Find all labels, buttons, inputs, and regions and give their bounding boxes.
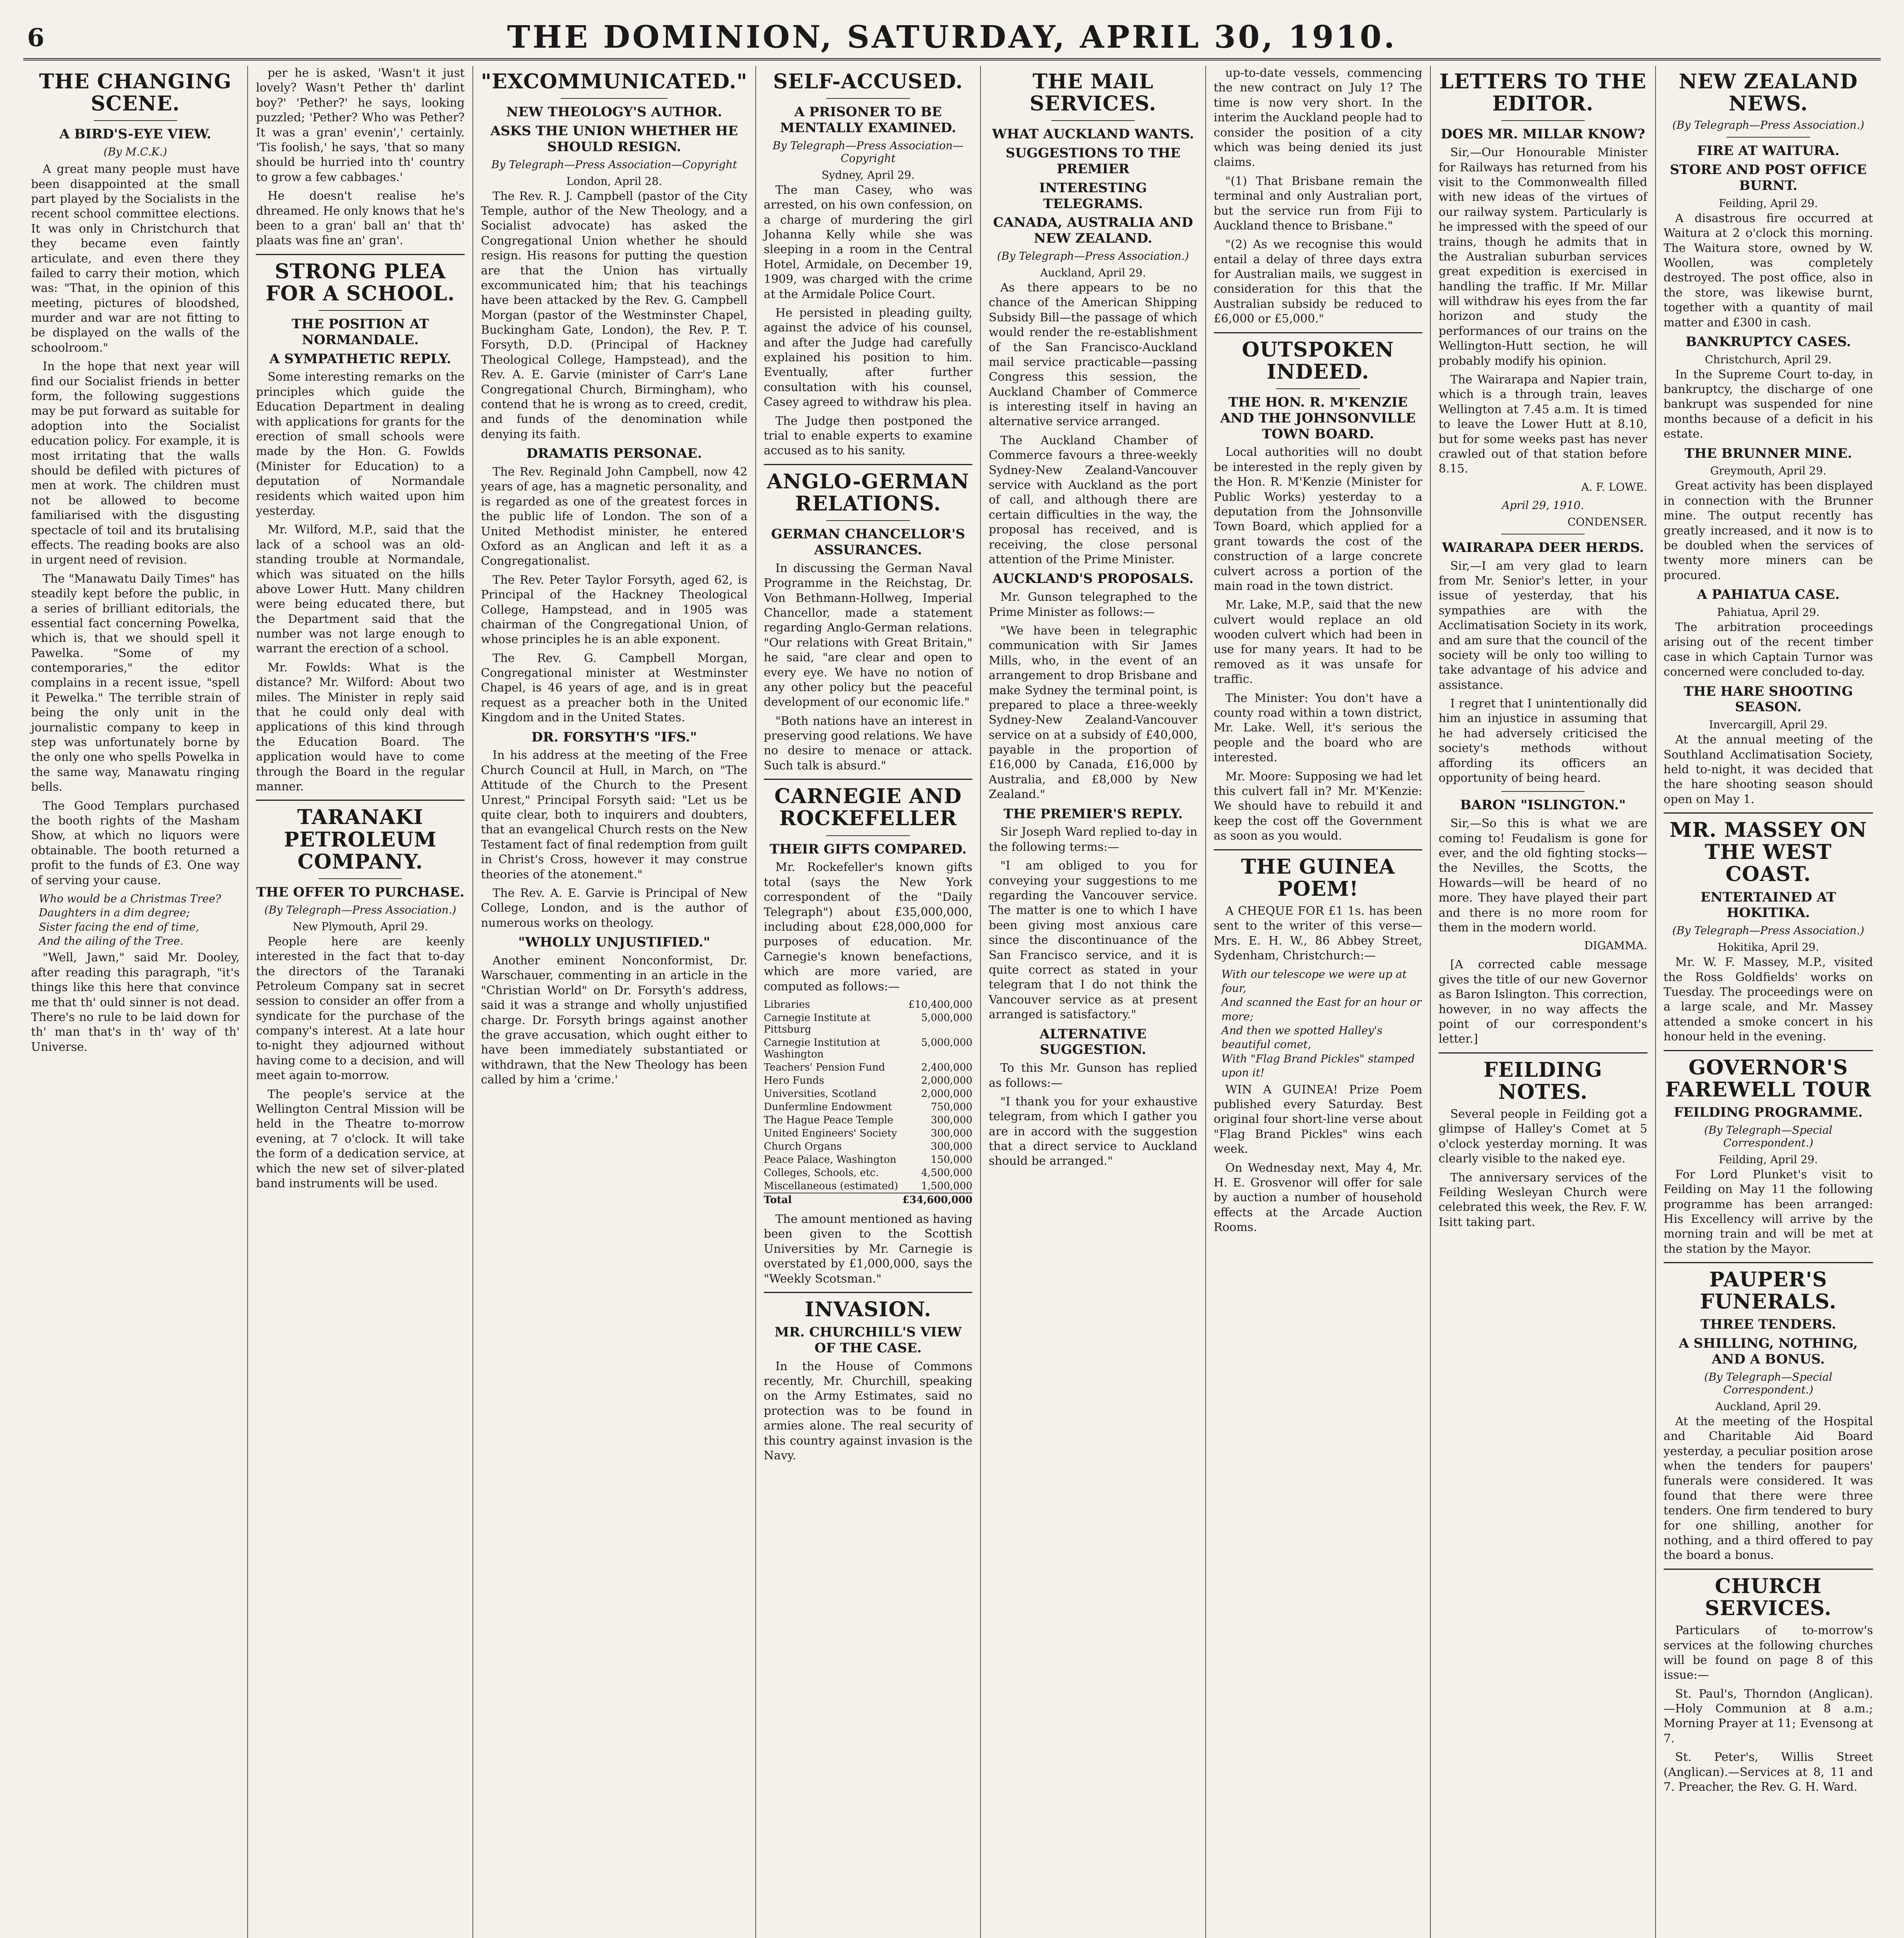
paragraph: In his address at the meeting of the Free Church Council at Hull, in March, on "The Attitude of the Church to the Present Unrest," Principal Forsyth said: "Let us be quite clear, both to inquirers and doubters, that an evangelical Church rests on the New Testament fact of final redemption from guilt in Christ's Cross, however it may construe theories of the atonement." — [481, 748, 748, 881]
article-subhead: A PRISONER TO BE MENTALLY EXAMINED. — [780, 104, 956, 136]
paragraph: Local authorities will no doubt be interested in the reply given by the Hon. R. M'Kenzie (Minister for Public Works) yesterday to a deputation from the Johnsonville Town Board, which applied for a grant towards the cost of the construction of a large concrete culvert across a portion of the main road in the town district. — [1213, 445, 1423, 593]
article-subhead: WAIRARAPA DEER HERDS. — [1442, 540, 1644, 555]
paragraph: Sir,—Our Honourable Minister for Railways has returned from his visit to the Commonwealth filled with new ideas of the virtues of our railway system. Particularly is he impressed with the speed of our trains, though he admits that in the Australian suburban services great expedition is exercised in handling the traffic. If Mr. Millar will withdraw his eyes from the far horizon and study the performances of our trains on the Wellington-Hutt section, he will probably modify his opinion. — [1439, 146, 1647, 368]
table-cell-value: 150,000 — [930, 1153, 973, 1166]
article-subhead: INTERESTING TELEGRAMS. — [1039, 180, 1147, 212]
table-cell-value: 2,000,000 — [921, 1074, 973, 1086]
dateline: Feilding, April 29. — [1718, 197, 1818, 210]
article-headline: CARNEGIE AND ROCKEFELLER — [774, 785, 962, 831]
table-row — [764, 1100, 972, 1114]
paragraph: Particulars of to-morrow's services at the following churches will be found on page 8 of this issue:— — [1663, 1624, 1873, 1682]
article-subhead: THE BRUNNER MINE. — [1684, 445, 1852, 461]
verse: With our telescope we were up at four, And scanned the East for an hour or more; And then we spotted Halley's beautiful comet, With "Flag Brand Pickles" stamped upon it! — [1221, 967, 1422, 1079]
paragraph: St. Peter's, Willis Street (Anglican).—Services at 8, 11 and 7. Preacher, the Rev. G. H. Ward. — [1663, 1750, 1873, 1794]
paragraph: On Wednesday next, May 4, Mr. H. E. Grosvenor will offer for sale by auction a number of household effects at the Arcade Auction Rooms. — [1213, 1161, 1423, 1235]
table-row — [764, 1153, 972, 1166]
table-row — [764, 1140, 972, 1153]
table-row — [764, 1036, 972, 1061]
article-subhead: WHAT AUCKLAND WANTS. — [992, 126, 1194, 142]
paragraph: He doesn't realise he's dhreamed. He only knows that he's been to a gran' ball an' that th' plaats was fine an' gran'. — [256, 189, 465, 248]
article-headline: TARANAKI PETROLEUM COMPANY. — [284, 805, 437, 874]
article-subhead: FEILDING PROGRAMME. — [1674, 1104, 1863, 1120]
dateline: Auckland, April 29. — [1715, 1400, 1821, 1413]
paragraph: Mr. Fowlds: What is the distance? Mr. Wilford: About two miles. The Minister in reply said that he could only deal with applications of this kind through the Education Board. The application would have to come through the Board in the regular manner. — [256, 660, 465, 793]
table-cell-label: Colleges, Schools, etc. — [763, 1167, 879, 1179]
article-subhead: "WHOLLY UNJUSTIFIED." — [518, 935, 710, 950]
paragraph: The Rev. G. Campbell Morgan, Congregational minister at Westminster Chapel, is 46 years of age, and is in great request as a preacher both in the United Kingdom and in the United States. — [481, 651, 748, 725]
paragraph: The Minister: You don't have a county road within a town district, Mr. Lake. Well, it's serious the people and the board who are interested. — [1213, 691, 1423, 765]
paragraph: To this Mr. Gunson has replied as follows:— — [989, 1061, 1198, 1090]
verse: Who would be a Christmas Tree? Daughters in a dim degree; Sister facing the end of time, And the ailing of the Tree. — [39, 892, 221, 948]
paragraph: A disastrous fire occurred at Waitura at 2 o'clock this morning. The Waitura store, owned by W. Woollen, was completely destroyed. The post office, also in the store, was likewise burnt, together with a quantity of mail matter and £300 in cash. — [1663, 211, 1873, 329]
byline: By Telegraph—Press Association—Copyright — [491, 158, 737, 171]
article-subhead: AUCKLAND'S PROPOSALS. — [992, 571, 1194, 587]
table-cell-value: £34,600,000 — [902, 1193, 972, 1207]
table-cell-value: 750,000 — [930, 1101, 973, 1113]
article-headline: CHURCH SERVICES. — [1705, 1574, 1832, 1620]
article-headline: LETTERS TO THE EDITOR. — [1439, 70, 1647, 116]
column-2 — [248, 66, 473, 1938]
paragraph: The Judge then postponed the trial to enable experts to examine accused as to his sanity. — [763, 414, 973, 458]
article-headline: FEILDING NOTES. — [1483, 1058, 1602, 1104]
paragraph: Mr. Lake, M.P., said that the new culvert would replace an old wooden culvert which had been in use for many years. It had to be removed as it was unsafe for traffic. — [1213, 598, 1423, 686]
article-headline: ANGLO-GERMAN RELATIONS. — [767, 469, 970, 516]
paragraph: "Both nations have an interest in preserving good relations. We have no desire to menace or attack. Such talk is absurd." — [763, 714, 973, 772]
article-subhead: DRAMATIS PERSONAE. — [526, 446, 702, 462]
column-8 — [1656, 66, 1881, 1938]
article-headline: INVASION. — [805, 1297, 932, 1321]
paragraph: The man Casey, who was arrested, on his own confession, on a charge of murdering the girl Johanna Kelly while she was sleeping in a room in the Central Hotel, Armidale, on December 19, 1909, was charged with the crime at the Armidale Police Court. — [763, 183, 973, 301]
paragraph: "Well, Jawn," said Mr. Dooley, after reading this paragraph, "it's things like this here that convince me that th' ould sinner is not dead. There's no rule to be laid down for th' man that's in th' way of th' Universe. — [31, 951, 240, 1054]
signature: DIGAMMA. — [1584, 939, 1647, 952]
article-headline: PAUPER'S FUNERALS. — [1700, 1268, 1837, 1314]
paragraph: The Auckland Chamber of Commerce favours a three-weekly Sydney-New Zealand-Vancouver service with Auckland as the port of call, and although there are certain difficulties in the way, the proposal has received, and is receiving, the close personal attention of the Prime Minister. — [989, 433, 1198, 566]
paragraph: A great many people must have been disappointed at the small part played by the Socialists in the recent school committee elections. It was only in Christchurch that they became even faintly articulate, and even there they failed to carry their motion, which was: "That, in the opinion of this meeting, pictures of bloodshed, murder and war are not fitting to be displayed on the walls of the schoolroom." — [31, 162, 240, 355]
article-headline: THE CHANGING SCENE. — [39, 70, 232, 116]
dateline: Auckland, April 29. — [1040, 266, 1146, 279]
column-1 — [23, 66, 248, 1938]
article-subhead: THE POSITION AT NORMANDALE. — [291, 316, 429, 348]
article-subhead: ENTERTAINED AT HOKITIKA. — [1700, 889, 1836, 921]
signature: CONDENSER. — [1567, 515, 1647, 528]
table-cell-label: Peace Palace, Washington — [763, 1153, 896, 1166]
column-6 — [1206, 66, 1431, 1938]
table-cell-label: United Engineers' Society — [763, 1127, 897, 1139]
table-cell-label: Total — [764, 1193, 903, 1207]
table-row — [764, 1166, 972, 1179]
article-headline: THE GUINEA POEM! — [1241, 855, 1395, 901]
paragraph: per he is asked, 'Wasn't it just lovely? Wasn't Pether th' darlint boy?' 'Pether?' he says, looking puzzled; 'Pether? Who was Pether? It was a gran' evenin',' certainly. 'Tis foolish,' he says, 'that so many should be hurried into th' country to grow a few cabbages.' — [256, 66, 465, 184]
paragraph: In discussing the German Naval Programme in the Reichstag, Dr. Von Bethmann-Hollweg, Imperial Chancellor, made a statement regarding Anglo-German relations. "Our relations with Great Britain," he said, "are clear and open to every eye. We have no notion of any other policy but the peaceful development of our economic life." — [763, 561, 973, 709]
dateline: London, April 28. — [566, 174, 662, 188]
paragraph: Some interesting remarks on the principles which guide the Education Department in dealing with applications for grants for the erection of small schools were made by the Hon. G. Fowlds (Minister for Education) to a deputation of Normandale residents which waited upon him yesterday. — [256, 370, 465, 518]
paragraph: Mr. Wilford, M.P., said that the lack of a school was an old-standing trouble at Normandale, which was situated on the hills above Lower Hutt. Many children were being educated there, but the Department said that the number was not large enough to warrant the erection of a school. — [256, 523, 465, 656]
paragraph: The Rev. Peter Taylor Forsyth, aged 62, is Principal of the Hackney Theological College, Hampstead, and in 1905 was chairman of the Congregational Union, of whose principles he is an able exponent. — [481, 573, 748, 647]
dateline: Pahiatua, April 29. — [1717, 605, 1820, 619]
table-cell-label: Teachers' Pension Fund — [763, 1061, 885, 1073]
paragraph: The Wairarapa and Napier train, which is a through train, leaves Wellington at 7.45 a.m. It is timed to leave the Lower Hutt at 8.10, but for some weeks past has never crawled out of that station before 8.15. — [1439, 373, 1647, 476]
byline: (By M.C.K.) — [103, 145, 167, 159]
article-headline: THE MAIL SERVICES. — [1029, 70, 1156, 116]
paragraph: The amount mentioned as having been given to the Scottish Universities by Mr. Carnegie is overstated by £1,000,000, says the "Weekly Scotsman." — [763, 1212, 973, 1286]
article-subhead: ASKS THE UNION WHETHER HE SHOULD RESIGN. — [490, 123, 738, 155]
paragraph: The Good Templars purchased the booth rights of the Masham Show, at which no liquors were obtainable. The booth returned a profit to the funds of £3. One way of serving your cause. — [31, 799, 240, 887]
table-cell-value: 4,500,000 — [921, 1167, 973, 1179]
table-cell-label: Dunfermline Endowment — [763, 1101, 892, 1113]
table-cell-label: Carnegie Institute at Pittsburg — [763, 1012, 870, 1035]
paragraph: Several people in Feilding got a glimpse of Halley's Comet at 5 o'clock yesterday morning. It was clearly visible to the naked eye. — [1439, 1107, 1647, 1166]
paragraph: For Lord Plunket's visit to Feilding on May 11 the following programme has been arranged: His Excellency will arrive by the morning train and will be met at the station by the Mayor. — [1663, 1167, 1873, 1256]
article-subhead: ALTERNATIVE SUGGESTION. — [1039, 1026, 1147, 1058]
paragraph: In the hope that next year will find our Socialist friends in better form, the following suggestions may be put forward as suitable for adoption into the Socialist education policy. For example, it is most irritating that the walls should be defiled with pictures of men at work. The children must not be allowed to become familiarised with the disgusting spectacle of toil and its brutalising effects. The reading books are also in urgent need of revision. — [31, 360, 240, 567]
paragraph: I regret that I unintentionally did him an injustice in assuming that he had adversely criticised the society's methods without affording its officers an opportunity of being heard. — [1439, 697, 1647, 785]
paragraph: At the annual meeting of the Southland Acclimatisation Society, held to-night, it was decided that the hare shooting season should open on May 1. — [1663, 733, 1873, 806]
paragraph: "I am obliged to you for conveying your suggestions to me regarding the Vancouver service. The matter is one to which I have been giving most anxious care since the discontinuance of the San Francisco service, and it is quite correct as stated in your telegram that I do not think the Vancouver service as at present arranged is satisfactory." — [989, 859, 1198, 1022]
article-subhead: FIRE AT WAITURA. — [1697, 143, 1840, 159]
paragraph: The arbitration proceedings arising out of the recent timber case in which Captain Turnor was concerned were concluded to-day. — [1663, 620, 1873, 679]
editor-note: [A corrected cable message gives the title of our new Governor as Baron Islington. This correction, however, in no way affects the point of our correspondent's letter.] — [1439, 958, 1647, 1046]
table-cell-label: Libraries — [763, 998, 810, 1010]
columns — [23, 66, 1881, 1938]
page-number: 6 — [27, 23, 45, 52]
paragraph: Sir,—I am very glad to learn from Mr. Senior's letter, in your issue of yesterday, that his sympathies are with the Acclimatisation Society in its work, and am sure that the council of the society will be only too willing to take advantage of his advice and assistance. — [1439, 559, 1647, 692]
paragraph: Great activity has been displayed in connection with the Brunner mine. The output recently has greatly increased, and it now is to be doubled when the services of twenty more miners can be procured. — [1663, 479, 1873, 582]
table-cell-value: 300,000 — [930, 1140, 973, 1152]
table-total-row — [764, 1193, 972, 1207]
paragraph: Mr. Gunson telegraphed to the Prime Minister as follows:— — [989, 590, 1198, 619]
signature: A. F. LOWE. — [1581, 480, 1647, 493]
dateline: Invercargill, April 29. — [1709, 718, 1828, 731]
paragraph: The people's service at the Wellington Central Mission will be held in the Theatre to-morrow evening, at 7 o'clock. It will take the form of a dedication service, at which the new set of silver-plated band instruments will be used. — [256, 1087, 465, 1190]
table-row — [764, 1179, 972, 1193]
article-subhead: A SYMPATHETIC REPLY. — [269, 351, 451, 367]
article-headline: GOVERNOR'S FAREWELL TOUR — [1665, 1055, 1871, 1102]
article-subhead: STORE AND POST OFFICE BURNT. — [1670, 162, 1867, 193]
table-row — [764, 1127, 972, 1140]
byline: (By Telegraph—Special Correspondent.) — [1704, 1123, 1833, 1149]
paragraph: Mr. Rockefeller's known gifts total (says the New York correspondent of the "Daily Telegraph") about £35,000,000, including about £28,000,000 for purposes of education. Mr. Carnegie's known benefactions, which are more varied, are computed as follows:— — [763, 860, 973, 993]
table-cell-label: The Hague Peace Temple — [763, 1114, 893, 1126]
dateline: Greymouth, April 29. — [1710, 464, 1826, 478]
paragraph: "I thank you for your exhaustive telegram, from which I gather you are in accord with the suggestion that a direct service to Auckland should be arranged." — [989, 1095, 1198, 1168]
paragraph: "(2) As we recognise this would entail a delay of three days extra for Australian mails, we suggest in consideration for this that the Australian subsidy be reduced to £6,000 or £5,000." — [1213, 238, 1423, 326]
table-cell-value: 5,000,000 — [921, 1036, 973, 1048]
paragraph: People here are keenly interested in the fact that to-day the directors of the Taranaki Petroleum Company sat in secret session to consider an offer from a syndicate for the purchase of the company's interest. At a late hour to-night they adjourned without having come to a decision, and will meet again to-morrow. — [256, 935, 465, 1083]
paragraph: "We have been in telegraphic communication with Sir James Mills, who, in the event of an arrangement to drop Brisbane and make Sydney the terminal point, is prepared to place a three-weekly Sydney-New Zealand-Vancouver service on at a subsidy of £40,000, payable in the proportion of £16,000 by Canada, £16,000 by Australia, and £8,000 by New Zealand." — [989, 624, 1198, 802]
masthead — [23, 16, 1881, 60]
article-subhead: NEW THEOLOGY'S AUTHOR. — [506, 104, 722, 120]
article-subhead: GERMAN CHANCELLOR'S ASSURANCES. — [771, 526, 965, 558]
paragraph: In the Supreme Court to-day, in bankruptcy, the discharge of one bankrupt was suspended for nine months because of a deficit in his estate. — [1663, 367, 1873, 441]
column-4 — [756, 66, 981, 1938]
table-row — [764, 998, 972, 1011]
table-row — [764, 1114, 972, 1127]
paragraph: Mr. W. F. Massey, M.P., visited the Ross Goldfields' works on Tuesday. The proceedings were on a large scale, and Mr. Massey attended a smoke concert in his honour held in the evening. — [1663, 955, 1873, 1044]
article-subhead: THE PREMIER'S REPLY. — [1003, 806, 1183, 822]
paragraph: Another eminent Nonconformist, Dr. Warschauer, commenting in an article in the "Christian World" on Dr. Forsyth's address, said it was a strange and wholly unjustified charge. Dr. Forsyth brings against another the grave accusation, which ought either to have been immediately substantiated or withdrawn, that the New Theology has been called by him a 'crime.' — [481, 953, 748, 1087]
paragraph: WIN A GUINEA! Prize Poem published every Saturday. Best original four short-line verse about "Flag Brand Pickles" wins each week. — [1213, 1083, 1423, 1156]
table-cell-label: Church Organs — [763, 1140, 842, 1152]
benefactions-table — [764, 998, 972, 1207]
table-row — [764, 1061, 972, 1074]
table-row — [764, 1074, 972, 1087]
article-headline: "EXCOMMUNICATED." — [481, 70, 748, 93]
article-subhead: DOES MR. MILLAR KNOW? — [1440, 126, 1645, 142]
paragraph: The "Manawatu Daily Times" has steadily kept before the public, in a series of brilliant editorials, the essential fact concerning Powelka, which is, that we should spell it Pawelka. "Some of my contemporaries," the editor complains in a recent issue, "spell it Pewelka." The terrible strain of being the only unit in the journalistic company to keep in step was unfortunately borne by the only one who spells Powelka in the same way, Manawatu ringing bells. — [31, 572, 240, 794]
table-cell-value: £10,400,000 — [908, 998, 973, 1010]
article-subhead: A BIRD'S-EYE VIEW. — [59, 126, 212, 142]
article-subhead: SUGGESTIONS TO THE PREMIER — [1005, 145, 1180, 177]
article-subhead: A PAHIATUA CASE. — [1697, 587, 1840, 603]
paragraph: As there appears to be no chance of the American Shipping Subsidy Bill—the passage of which would render the re-establishment of the San Francisco-Auckland mail service practicable—passing Congress this session, the Auckland Chamber of Commerce is interesting itself in having an alternative service arranged. — [989, 281, 1198, 429]
newspaper-title: THE DOMINION, SATURDAY, APRIL 30, 1910. — [507, 19, 1397, 55]
table-cell-label: Miscellaneous (estimated) — [763, 1180, 898, 1192]
byline: (By Telegraph—Special Correspondent.) — [1704, 1370, 1833, 1396]
paragraph: A CHEQUE FOR £1 1s. has been sent to the writer of this verse—Mrs. E. H. W., 86 Abbey Street, Sydenham, Christchurch:— — [1213, 904, 1423, 963]
article-subhead: BANKRUPTCY CASES. — [1685, 334, 1851, 350]
date: April 29, 1910. — [1502, 498, 1584, 512]
dateline: Hokitika, April 29. — [1717, 941, 1819, 954]
article-headline: NEW ZEALAND NEWS. — [1678, 70, 1858, 116]
table-cell-value: 1,500,000 — [921, 1180, 973, 1192]
column-3 — [473, 66, 756, 1938]
article-headline: MR. MASSEY ON THE WEST COAST. — [1670, 818, 1867, 886]
column-5 — [981, 66, 1206, 1938]
byline: (By Telegraph—Press Association.) — [1672, 119, 1864, 132]
article-subhead: DR. FORSYTH'S "IFS." — [531, 729, 697, 745]
dateline: Sydney, April 29. — [821, 168, 915, 181]
table-cell-value: 300,000 — [930, 1127, 973, 1139]
dateline: Feilding, April 29. — [1718, 1153, 1818, 1166]
paragraph: The anniversary services of the Feilding Wesleyan Church were celebrated this week, the Rev. F. W. Isitt taking part. — [1439, 1171, 1647, 1229]
paragraph: Sir Joseph Ward replied to-day in the following terms:— — [989, 825, 1198, 854]
table-cell-label: Universities, Scotland — [763, 1088, 877, 1100]
paragraph: "(1) That Brisbane remain the terminal and only Australian port, but the service run from Fiji to Auckland thence to Brisbane." — [1213, 174, 1423, 233]
table-row — [764, 1087, 972, 1100]
paragraph: The Rev. Reginald John Campbell, now 42 years of age, has a magnetic personality, and is regarded as one of the greatest forces in the public life of London. The son of a United Methodist minister, he entered Oxford as an Anglican and left it as a Congregationalist. — [481, 465, 748, 568]
article-subhead: THREE TENDERS. — [1700, 1317, 1837, 1333]
table-cell-value: 2,000,000 — [921, 1088, 973, 1100]
column-7 — [1431, 66, 1656, 1938]
article-subhead: THE HARE SHOOTING SEASON. — [1683, 683, 1853, 715]
article-subhead: THEIR GIFTS COMPARED. — [769, 841, 967, 857]
article-headline: OUTSPOKEN INDEED. — [1242, 338, 1394, 384]
paragraph: At the meeting of the Hospital and Charitable Aid Board yesterday, a peculiar position arose when the tenders for paupers' funerals were considered. It was found that there were three tenders. One firm tendered to bury for one shilling, another for nothing, and a third offered to pay the board a bonus. — [1663, 1414, 1873, 1562]
dateline: Christchurch, April 29. — [1705, 353, 1832, 366]
byline: (By Telegraph—Press Association.) — [997, 249, 1189, 262]
article-subhead: BARON "ISLINGTON." — [1460, 797, 1626, 813]
byline: (By Telegraph—Press Association.) — [1672, 924, 1864, 937]
table-cell-value: 5,000,000 — [921, 1012, 973, 1024]
dateline: New Plymouth, April 29. — [293, 920, 428, 933]
paragraph: St. Paul's, Thorndon (Anglican).—Holy Communion at 8 a.m.; Morning Prayer at 11; Evensong at 7. — [1663, 1687, 1873, 1745]
article-subhead: MR. CHURCHILL'S VIEW OF THE CASE. — [774, 1324, 962, 1356]
paragraph: In the House of Commons recently, Mr. Churchill, speaking on the Army Estimates, said no protection was to be found in armies alone. The real security of this country against invasion is the Navy. — [763, 1359, 973, 1463]
paragraph: Sir,—So this is what we are coming to! Feudalism is gone for ever, and the old fighting stocks—the Nevilles, the Scotts, the Howards—will be heard of no more. They have played their part and there is no more room for them in the modern world. — [1439, 817, 1647, 935]
article-subhead: THE OFFER TO PURCHASE. — [256, 884, 465, 900]
table-cell-value: 2,400,000 — [921, 1061, 973, 1073]
table-cell-label: Carnegie Institution at Washington — [763, 1036, 880, 1060]
paragraph: up-to-date vessels, commencing the new contract on July 1? The time is now very short. In the interim the Auckland people had to consider the position of a city which was being denied its just claims. — [1213, 66, 1423, 169]
byline: (By Telegraph—Press Association.) — [264, 903, 457, 916]
paragraph: He persisted in pleading guilty, against the advice of his counsel, and after the Judge had carefully explained his position to him. Eventually, after further consultation with his counsel, Casey agreed to withdraw his plea. — [763, 306, 973, 409]
paragraph: The Rev. A. E. Garvie is Principal of New College, London, and is the author of numerous works on theology. — [481, 886, 748, 930]
article-headline: STRONG PLEA FOR A SCHOOL. — [265, 259, 455, 305]
article-subhead: A SHILLING, NOTHING, AND A BONUS. — [1678, 1336, 1858, 1367]
paragraph: The Rev. R. J. Campbell (pastor of the City Temple, author of the New Theology, and a Socialist advocate) has asked the Congregational Union whether he should resign. His reasons for putting the question are that the Union has virtually excommunicated him; that his teachings have been attacked by the Rev. G. Campbell Morgan (pastor of the Westminster Chapel, Buckingham Gate, London), the Rev. P. T. Forsyth, D.D. (Principal of Hackney Theological College, Hampstead), and the Rev. A. E. Garvie (minister of Carr's Lane Congregational Church, Birmingham), who contend that he is wrong as to creed, credit, and funds of the denomination while denying its faith. — [481, 189, 748, 441]
article-subhead: THE HON. R. M'KENZIE AND THE JOHNSONVILLE TOWN BOARD. — [1220, 395, 1416, 442]
table-row — [764, 1011, 972, 1036]
table-cell-value: 300,000 — [930, 1114, 973, 1126]
table-cell-label: Hero Funds — [763, 1074, 824, 1086]
article-headline: SELF-ACCUSED. — [773, 70, 963, 93]
byline: By Telegraph—Press Association—Copyright — [772, 139, 964, 165]
article-subhead: CANADA, AUSTRALIA AND NEW ZEALAND. — [993, 215, 1193, 247]
paragraph: Mr. Moore: Supposing we had let this culvert fall in? Mr. M'Kenzie: We should have to rebuild it and keep the cost off the Government as soon as you would. — [1213, 769, 1423, 843]
